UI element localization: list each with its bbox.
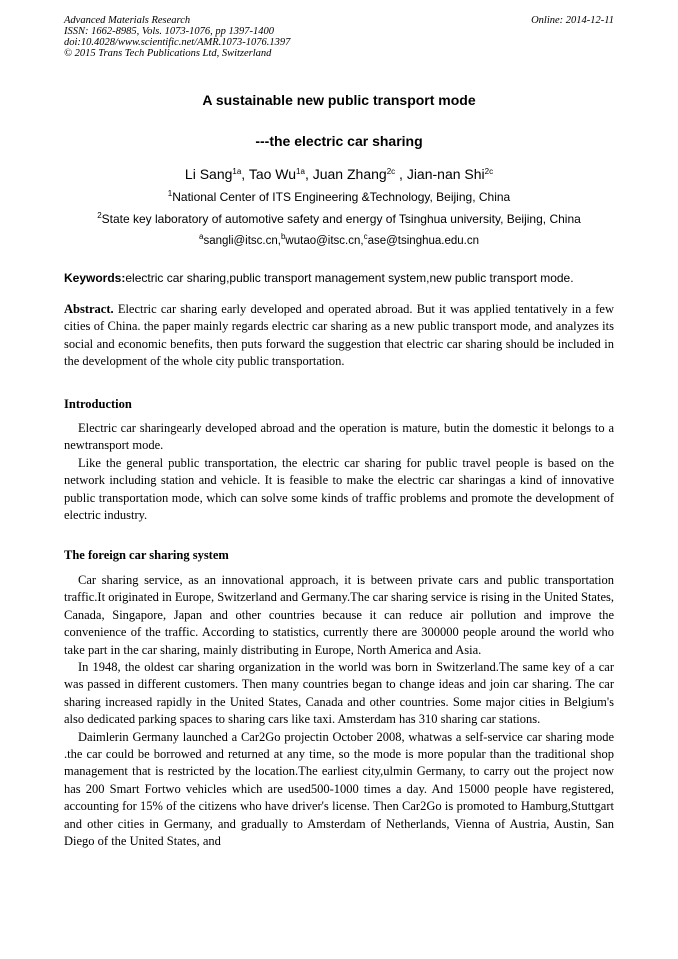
introduction-body — [64, 420, 614, 524]
email-link[interactable]: ase@tsinghua.edu.cn — [367, 235, 479, 247]
copyright-line: © 2015 Trans Tech Publications Ltd, Switzerland — [64, 48, 272, 59]
doi-line: doi:10.4028/www.scientific.net/AMR.1073-1076.1397 — [64, 37, 291, 48]
keywords — [64, 271, 616, 286]
paragraph: Daimlerin Germany launched a Car2Go projectin October 2008, whatwas a self-service car sharing mode .the car could be borrowed and returned at any time, so the mode is more popular than the traditional shop management that is restricted by the location.The earliest city,ulmin Germany, to carry out the project now has 200 Smart Fortwo vehicles which are used500-1000 times a day. And 15000 people have registered, accounting for 15% of the citizens who have driver's license. Then Car2Go is promoted to Hamburg,Stuttgart and other cities in Germany, and gradually to Amsterdam of Netherlands, Vienna of Austria, Austin, San Diego of the United States, and — [64, 729, 614, 849]
issn-line: ISSN: 1662-8985, Vols. 1073-1076, pp 1397-1400 — [64, 26, 274, 37]
abstract — [64, 301, 614, 371]
paragraph: Electric car sharingearly developed abroad and the operation is mature, butin the domestic it belongs to a newtransport mode. — [64, 421, 614, 453]
online-date: Online: 2014-12-11 — [531, 15, 614, 26]
foreign-body — [64, 572, 614, 851]
paragraph: Like the general public transportation, the electric car sharing for public travel people is based on the network including station and vehicle. It is feasible to make the electric car sharingas a kind of innovative public transportation mode, which can solve some kinds of traffic problems and promote the development of electric industry. — [64, 455, 614, 523]
paper-title: A sustainable new public transport mode — [202, 92, 476, 108]
author: Li Sang$^{1a}$, — [184, 166, 249, 182]
author-list — [0, 166, 678, 182]
author: Juan Zhang$^{2c}$ , — [312, 166, 407, 182]
author: Tao $Wu^{1a}$, — [248, 166, 313, 182]
email-link[interactable]: sangli@itsc.cn, — [203, 235, 281, 247]
section-heading-foreign: The foreign car sharing system — [64, 548, 229, 562]
keywords-label: Keywords: — [64, 271, 126, 285]
email-link[interactable]: wutao@itsc.cn, — [285, 235, 364, 247]
journal-name: Advanced Materials Research — [64, 15, 191, 26]
affiliation-2: $^2$State key laboratory of automotive safety and energy of Tsinghua university, Beijing, China — [97, 211, 581, 226]
journal-header — [64, 15, 290, 59]
affiliation-1: $^1$National Center of ITS Engineering &Technology, Beijing, China — [167, 189, 511, 204]
keywords-text: electric car sharing,public transport management system,new public transport mode. — [125, 271, 574, 285]
abstract-text: Electric car sharing early developed and operated abroad. But it was applied tentatively in a few cities of China. the paper mainly regards electric car sharing as a new public transport mode, and analyzes its social and economic benefits, then puts forward the suggestion that electric car sharing should be included in the development of the whole city public transportation. — [64, 302, 614, 369]
paragraph: Car sharing service, as an innovational approach, it is between private cars and public transportation traffic.It originated in Europe, Switzerland and Germany.The car sharing service is rising in the United States, Canada, Singapore, Japan and other countries because it can reduce air pollution and improve the convenience of the traffic. According to statistics, currently there are 300000 people around the world who take part in the car sharing, mainly distributing in Europe, North America and Asia. — [64, 573, 614, 657]
abstract-label: Abstract. — [64, 302, 114, 316]
paragraph: In 1948, the oldest car sharing organization in the world was born in Switzerland.The same key of a car was passed in different customers. Then many countries began to change ideas and join car sharing. The car sharing increased rapidly in the United States, Canada and other countries. Some major cities in Belgium's also dedicated parking spaces to sharing cars like taxi. Amsterdam has 310 sharing car stations. — [64, 660, 614, 727]
paper-subtitle: ---the electric car sharing — [255, 133, 423, 149]
author: Jian-nan Shi$^{2c}$ — [406, 166, 494, 182]
author-emails: $^a$sangli@itsc.cn,$^b$wutao@itsc.cn,$^c$ase@tsinghua.edu.cn — [199, 232, 479, 247]
section-heading-introduction: Introduction — [64, 397, 132, 411]
